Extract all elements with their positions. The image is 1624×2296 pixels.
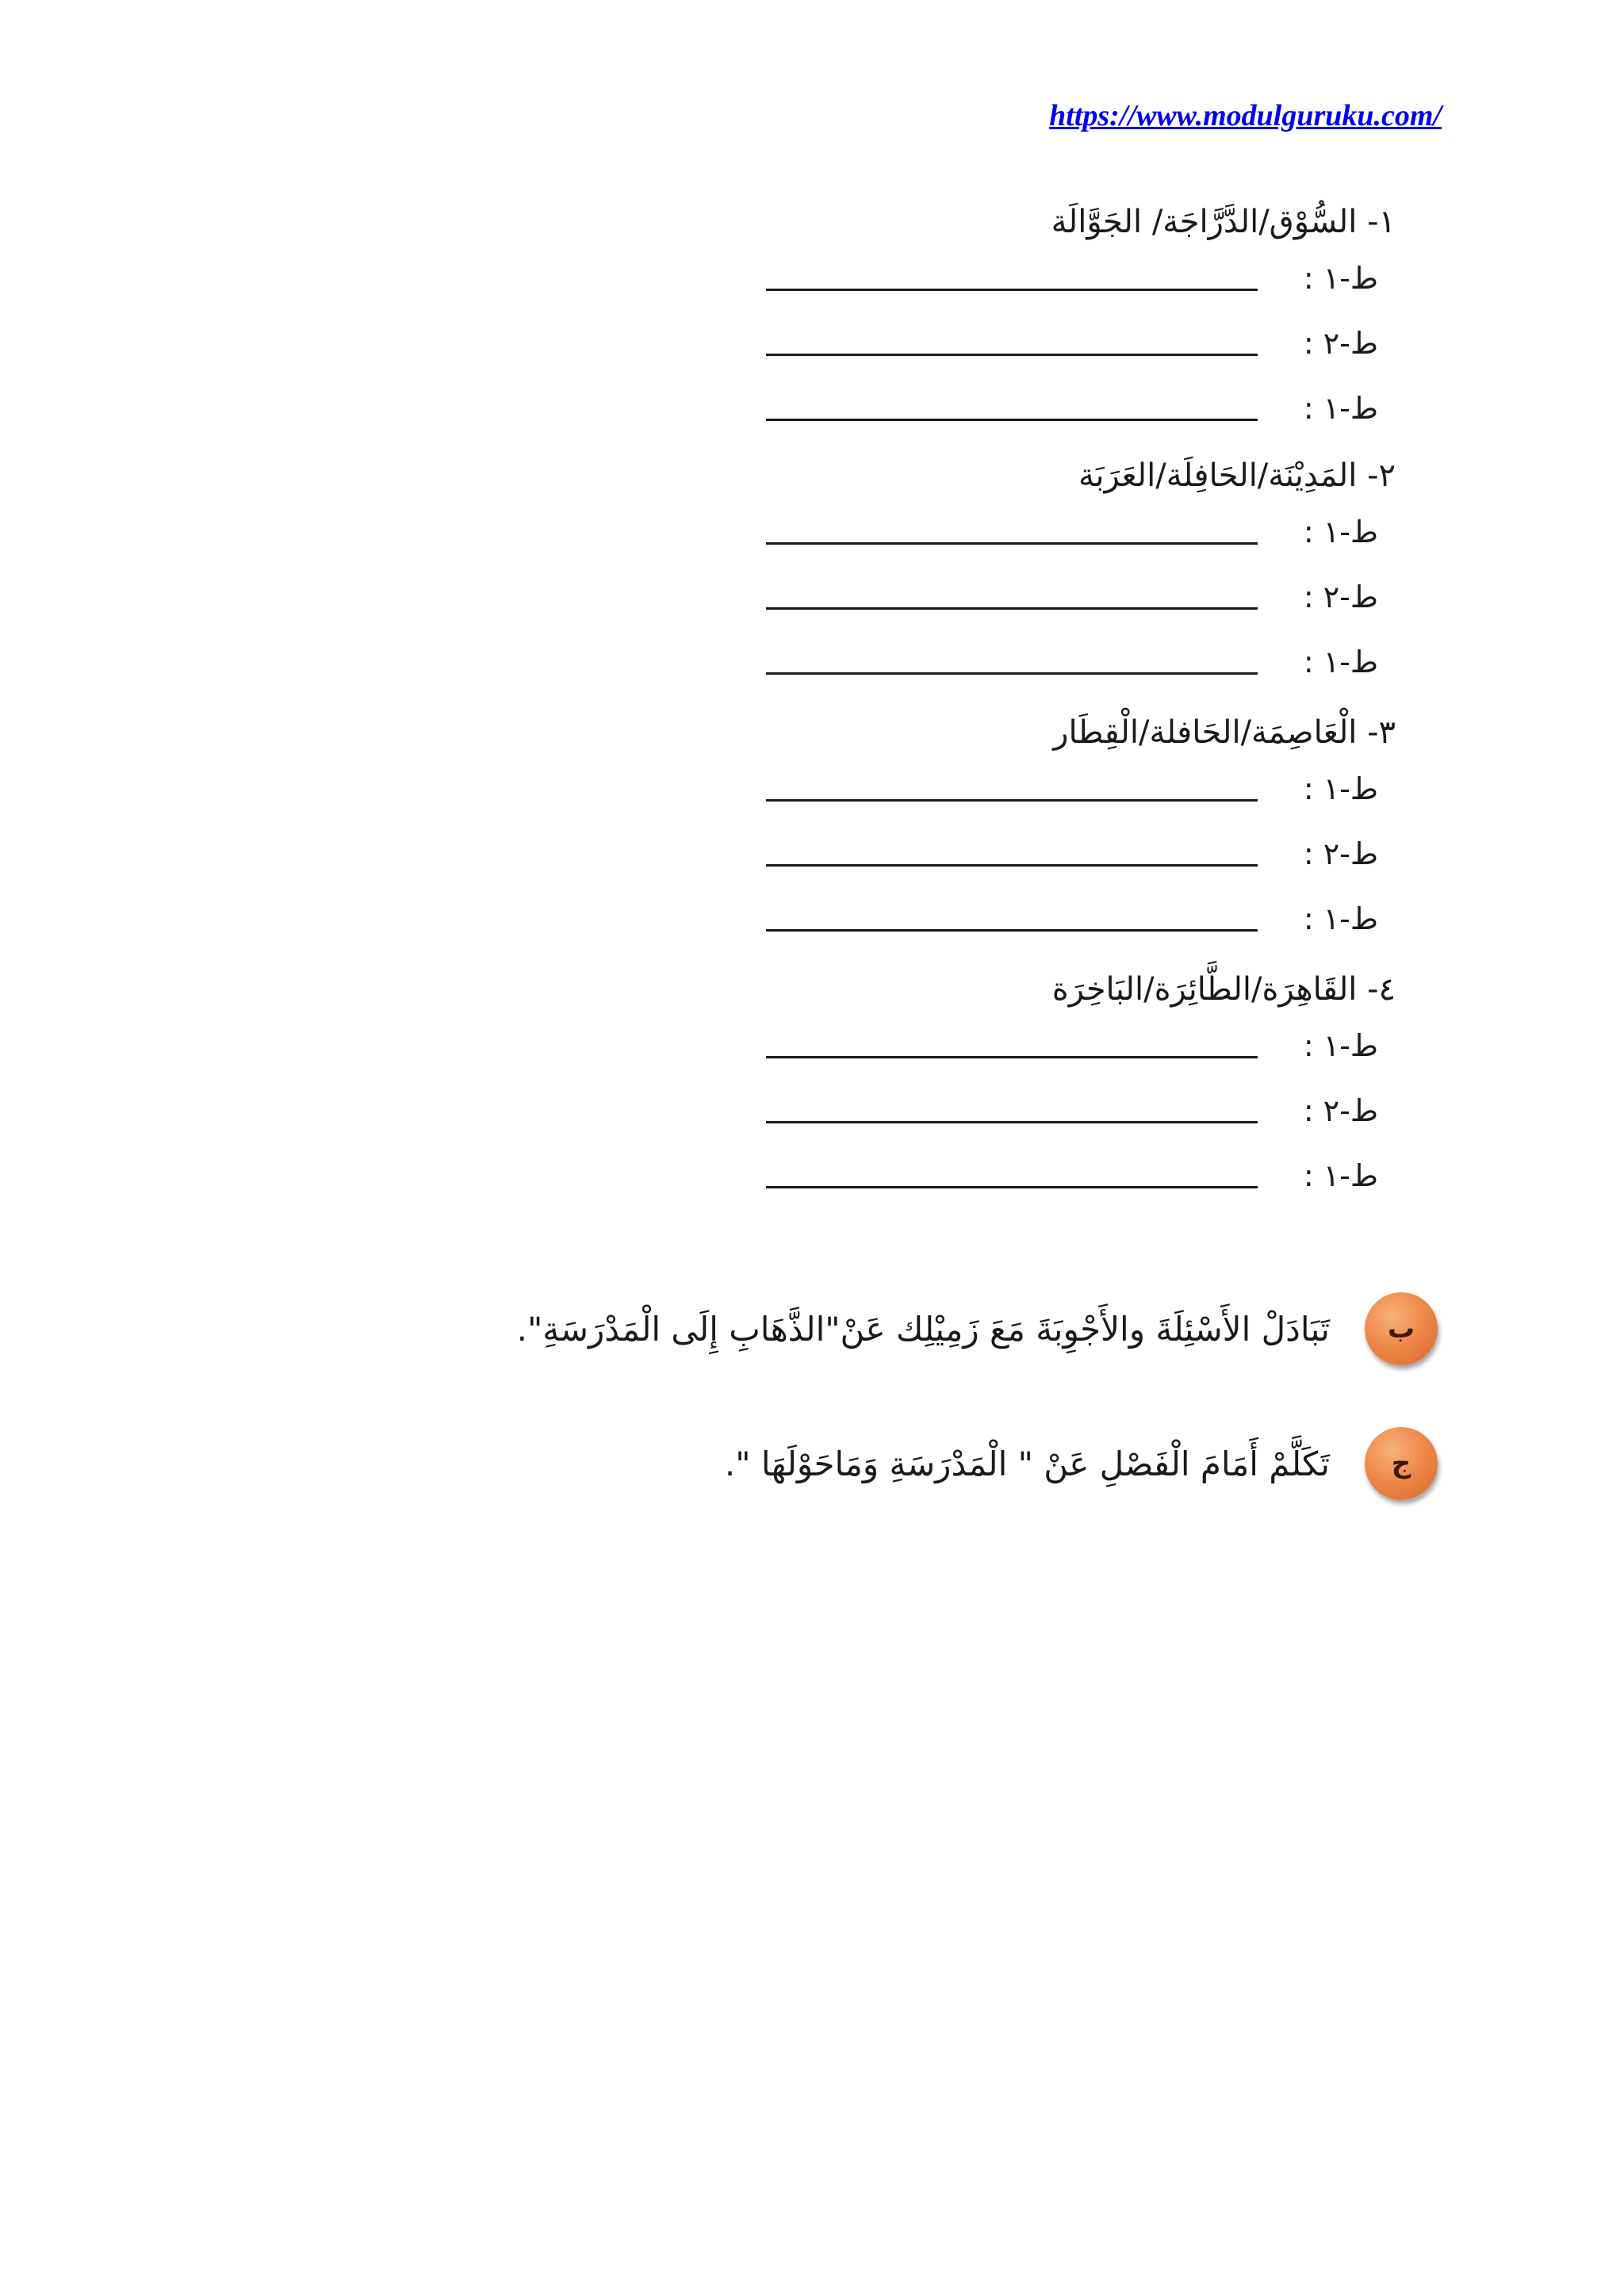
question-group-4	[603, 966, 1396, 1208]
answer-line[interactable]	[766, 671, 1258, 675]
answer-row	[603, 499, 1396, 564]
question-title: ٤- القَاهِرَة/الطَّائِرَة/البَاخِرَة	[1051, 971, 1396, 1008]
answer-label: ط-١ :	[1303, 771, 1378, 806]
answer-row	[603, 376, 1396, 441]
task-b	[517, 1292, 1438, 1365]
answer-line[interactable]	[766, 352, 1258, 356]
question-title: ٢- المَدِيْنَة/الحَافِلَة/العَرَبَة	[1078, 457, 1396, 494]
answer-label: ط-٢ :	[1303, 1093, 1378, 1128]
question-group-1	[603, 198, 1396, 441]
answer-line[interactable]	[766, 928, 1258, 932]
answer-row	[603, 564, 1396, 629]
answer-label: ط-١ :	[1303, 391, 1378, 426]
answer-row	[603, 1143, 1396, 1208]
answer-line[interactable]	[766, 863, 1258, 867]
answer-line[interactable]	[766, 417, 1258, 421]
answer-row	[603, 821, 1396, 886]
answer-row	[603, 886, 1396, 951]
answer-label: ط-٢ :	[1303, 580, 1378, 614]
answer-line[interactable]	[766, 1184, 1258, 1188]
answer-line[interactable]	[766, 606, 1258, 610]
answer-label: ط-١ :	[1303, 1158, 1378, 1193]
task-instruction: تَبَادَلْ الأَسْئِلَةَ والأَجْوِبَةَ مَعَ زَمِيْلِك عَنْ"الذَّهَابِ إِلَى الْمَدْرَسَةِ".	[516, 1309, 1330, 1349]
answer-line[interactable]	[766, 287, 1258, 291]
task-j	[725, 1427, 1438, 1500]
source-url-link[interactable]: https://www.modulguruku.com/	[1049, 99, 1442, 132]
task-instruction: تَكَلَّمْ أَمَامَ الْفَصْلِ عَنْ " الْمَدْرَسَةِ وَمَاحَوْلَهَا ".	[724, 1444, 1330, 1483]
answer-label: ط-١ :	[1303, 901, 1378, 936]
question-group-2	[603, 452, 1396, 695]
answer-label: ط-١ :	[1303, 1028, 1378, 1063]
answer-label: ط-١ :	[1303, 515, 1378, 549]
answer-row	[603, 1013, 1396, 1078]
question-title: ٣- الْعَاصِمَة/الحَافلة/الْقِطَار	[1053, 714, 1396, 751]
answer-label: ط-١ :	[1303, 645, 1378, 679]
question-title: ١- السُّوْق/الدَّرَّاجَة/ الجَوَّالَة	[1051, 204, 1396, 240]
answer-row	[603, 311, 1396, 376]
answer-line[interactable]	[766, 541, 1258, 545]
answer-row	[603, 246, 1396, 311]
answer-row	[603, 756, 1396, 821]
task-badge-j: ج	[1365, 1427, 1438, 1500]
answer-line[interactable]	[766, 1119, 1258, 1123]
answer-line[interactable]	[766, 1054, 1258, 1058]
answer-row	[603, 1078, 1396, 1143]
answer-label: ط-٢ :	[1303, 326, 1378, 361]
answer-label: ط-١ :	[1303, 261, 1378, 296]
task-badge-b: ب	[1365, 1292, 1438, 1365]
answer-line[interactable]	[766, 798, 1258, 802]
answer-row	[603, 629, 1396, 695]
question-group-3	[603, 709, 1396, 951]
answer-label: ط-٢ :	[1303, 836, 1378, 871]
